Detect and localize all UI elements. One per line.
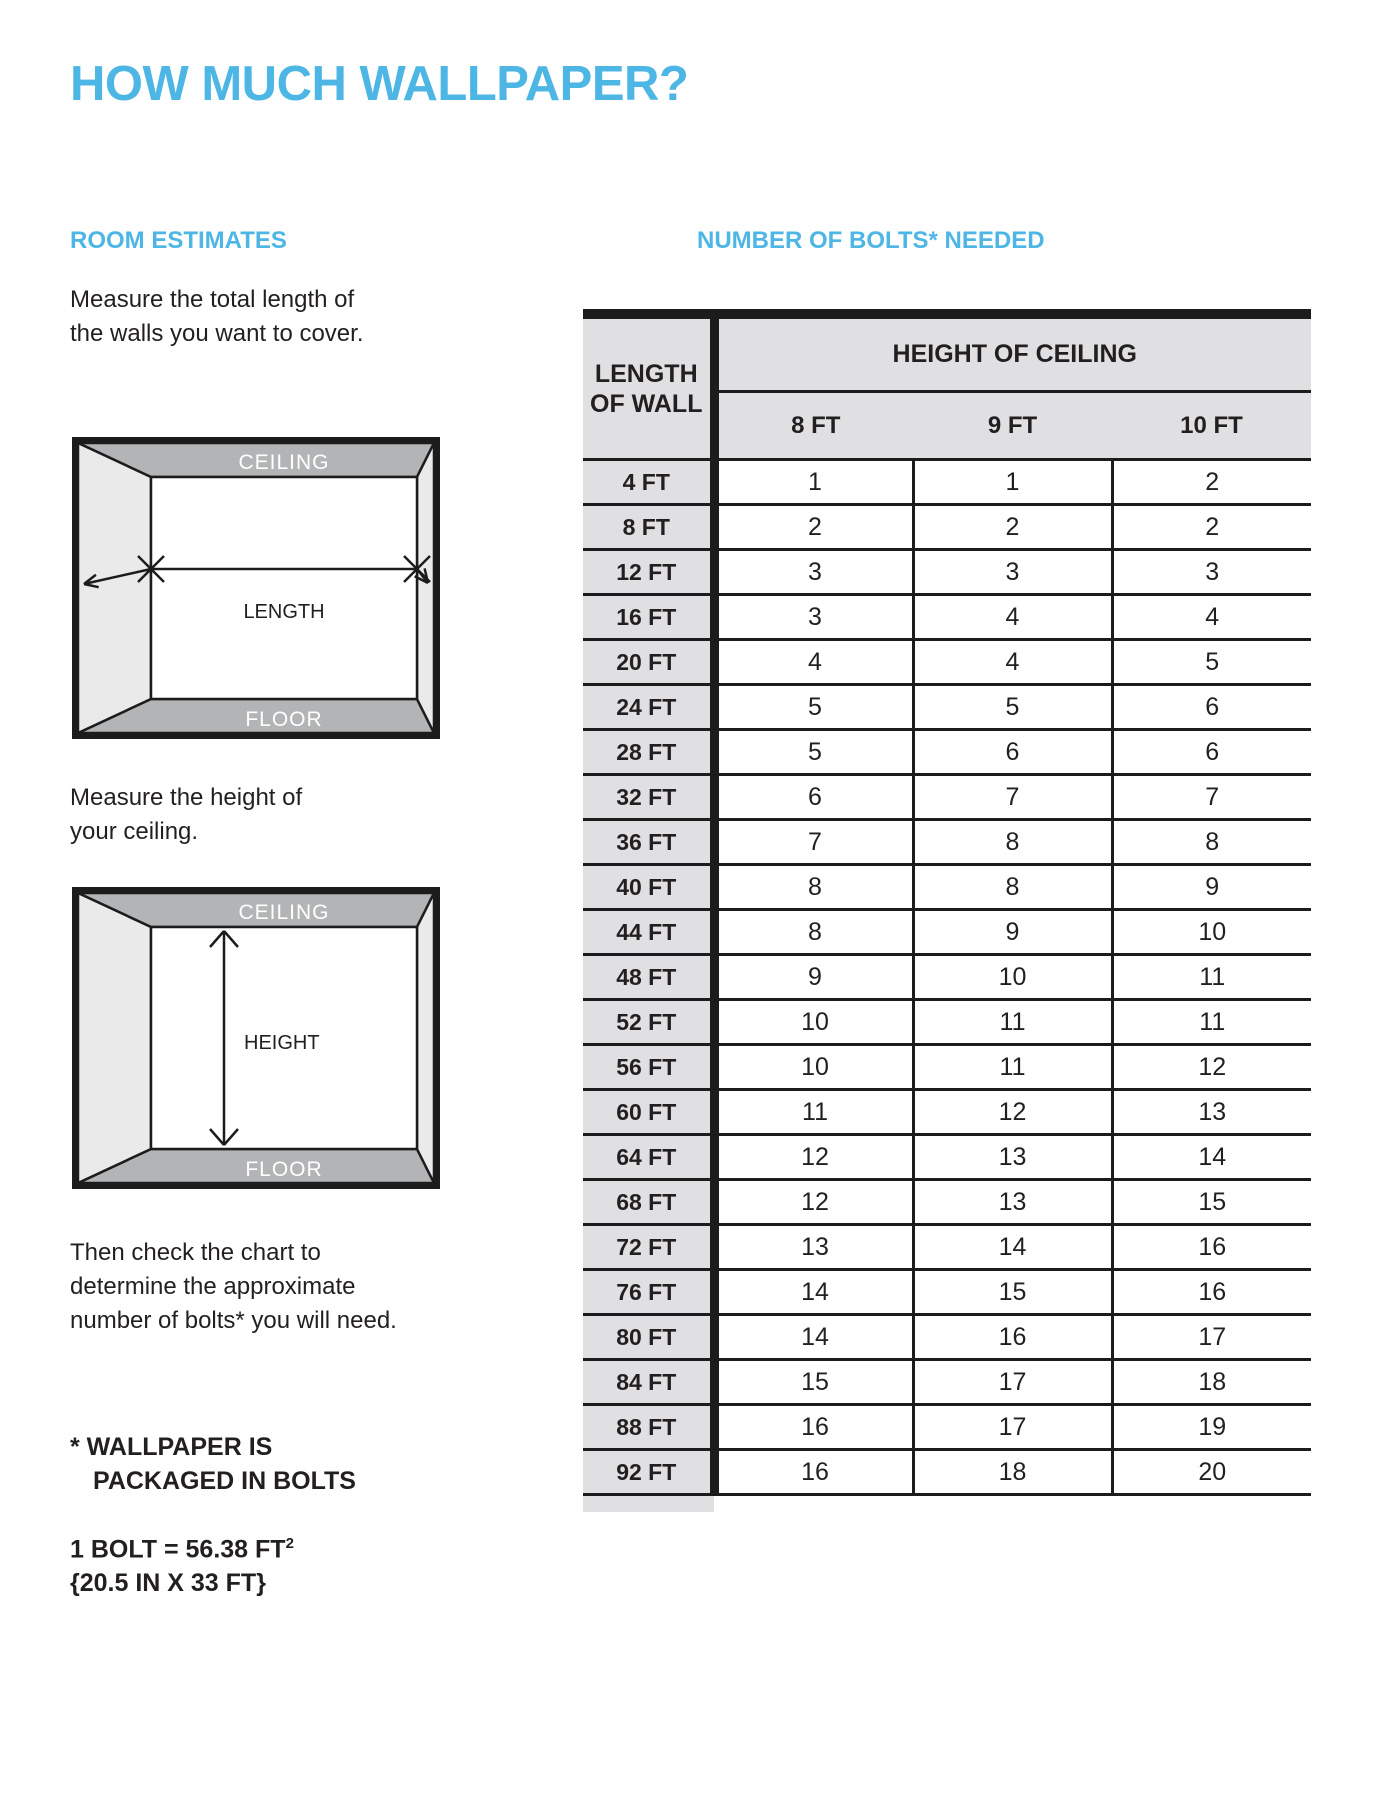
length-of-wall-header-line2: OF WALL [590,389,703,418]
instruction-chart-line3: number of bolts* you will need. [70,1307,397,1334]
bolts-value-cell: 17 [1112,1315,1311,1360]
bolts-value-cell: 8 [714,910,913,955]
instruction-length-line1: Measure the total length of [70,286,355,313]
table-row [583,865,1311,910]
bolts-value-cell: 11 [714,1090,913,1135]
bolts-value-cell: 12 [714,1180,913,1225]
right-wall-panel [417,443,434,733]
bolt-equation [70,1527,294,1600]
bolts-value-cell: 12 [913,1090,1112,1135]
bolts-value-cell: 10 [714,1000,913,1045]
bolts-value-cell: 8 [913,865,1112,910]
instruction-length [70,283,363,351]
table-row [583,685,1311,730]
bolts-footnote-line1: * WALLPAPER IS [70,1433,273,1461]
wall-length-cell: 52 FT [583,1000,714,1045]
table-row [583,910,1311,955]
table-row [583,1180,1311,1225]
table-row [583,1135,1311,1180]
col-header-9ft: 9 FT [913,392,1112,460]
table-header-row-group [583,319,1311,392]
bolts-value-cell: 12 [1112,1045,1311,1090]
bolts-value-cell: 2 [913,505,1112,550]
bolts-table-body [583,460,1311,1495]
wall-length-cell: 56 FT [583,1045,714,1090]
instruction-length-line2: the walls you want to cover. [70,320,364,347]
room-height-diagram [72,887,440,1189]
bolts-value-cell: 15 [913,1270,1112,1315]
bolt-equation-main: 1 BOLT = 56.38 FT [70,1535,286,1564]
bolts-value-cell: 13 [913,1180,1112,1225]
table-bottom-gray-strip [583,1496,714,1512]
bolts-value-cell: 15 [714,1360,913,1405]
col-header-10ft: 10 FT [1112,392,1311,460]
length-of-wall-header [583,319,714,460]
bolts-value-cell: 11 [913,1045,1112,1090]
bolts-value-cell: 6 [714,775,913,820]
bolts-value-cell: 13 [714,1225,913,1270]
bolts-value-cell: 2 [1112,460,1311,505]
bolts-value-cell: 5 [913,685,1112,730]
bolts-value-cell: 7 [1112,775,1311,820]
bolts-value-cell: 1 [913,460,1112,505]
bolts-value-cell: 16 [714,1450,913,1495]
bolts-value-cell: 5 [714,730,913,775]
bolts-value-cell: 1 [714,460,913,505]
bolts-value-cell: 13 [913,1135,1112,1180]
bolts-value-cell: 16 [714,1405,913,1450]
table-row [583,730,1311,775]
bolts-value-cell: 14 [1112,1135,1311,1180]
bolts-value-cell: 16 [1112,1270,1311,1315]
table-row [583,640,1311,685]
wall-length-cell: 36 FT [583,820,714,865]
bolts-value-cell: 7 [714,820,913,865]
bolts-value-cell: 12 [714,1135,913,1180]
bolts-value-cell: 15 [1112,1180,1311,1225]
back-wall-panel [151,477,417,699]
table-row [583,820,1311,865]
length-dimension-label: LENGTH [243,601,325,623]
table-row [583,1315,1311,1360]
room-estimates-heading: ROOM ESTIMATES [70,227,287,254]
bolt-equation-line2: {20.5 IN X 33 FT} [70,1569,266,1598]
bolt-equation-line1 [70,1527,294,1566]
wall-length-cell: 40 FT [583,865,714,910]
table-row [583,505,1311,550]
bolts-value-cell: 16 [913,1315,1112,1360]
bolts-table [583,319,1311,1496]
bolts-value-cell: 3 [714,550,913,595]
bolts-value-cell: 9 [714,955,913,1000]
wall-length-cell: 72 FT [583,1225,714,1270]
bolts-value-cell: 3 [913,550,1112,595]
table-row [583,1225,1311,1270]
bolts-value-cell: 16 [1112,1225,1311,1270]
bolts-needed-heading: NUMBER OF BOLTS* NEEDED [697,227,1045,254]
ceiling-label: CEILING [238,901,330,924]
left-wall-panel [78,893,151,1183]
bolts-value-cell: 18 [1112,1360,1311,1405]
bolts-value-cell: 7 [913,775,1112,820]
bolts-value-cell: 2 [1112,505,1311,550]
bolts-value-cell: 4 [1112,595,1311,640]
wall-length-cell: 4 FT [583,460,714,505]
bolts-value-cell: 5 [714,685,913,730]
instruction-height-line2: your ceiling. [70,818,199,845]
bolts-value-cell: 3 [1112,550,1311,595]
bolts-value-cell: 11 [913,1000,1112,1045]
wall-length-cell: 24 FT [583,685,714,730]
bolts-value-cell: 11 [1112,1000,1311,1045]
length-of-wall-header-line1: LENGTH [594,359,698,388]
height-dimension-label: HEIGHT [244,1032,320,1054]
bolts-value-cell: 17 [913,1360,1112,1405]
wall-length-cell: 68 FT [583,1180,714,1225]
bolts-value-cell: 18 [913,1450,1112,1495]
table-row [583,775,1311,820]
table-row [583,1450,1311,1495]
wall-length-cell: 16 FT [583,595,714,640]
table-row [583,550,1311,595]
bolts-value-cell: 8 [1112,820,1311,865]
height-of-ceiling-header: HEIGHT OF CEILING [714,319,1311,392]
wall-length-cell: 20 FT [583,640,714,685]
room-length-diagram [72,437,440,739]
bolts-value-cell: 4 [714,640,913,685]
bolts-value-cell: 5 [1112,640,1311,685]
wall-length-cell: 12 FT [583,550,714,595]
wall-length-cell: 8 FT [583,505,714,550]
bolts-value-cell: 4 [913,640,1112,685]
instruction-height [70,781,302,849]
bolts-value-cell: 10 [714,1045,913,1090]
bolts-value-cell: 3 [714,595,913,640]
floor-label: FLOOR [245,1158,323,1181]
bolts-footnote [70,1430,356,1498]
table-row [583,1270,1311,1315]
table-row [583,1090,1311,1135]
bolts-value-cell: 10 [913,955,1112,1000]
bolts-value-cell: 2 [714,505,913,550]
bolts-footnote-line2: PACKAGED IN BOLTS [93,1467,356,1495]
bolts-value-cell: 4 [913,595,1112,640]
bolts-value-cell: 20 [1112,1450,1311,1495]
wall-length-cell: 60 FT [583,1090,714,1135]
bolts-value-cell: 11 [1112,955,1311,1000]
bolts-value-cell: 6 [1112,730,1311,775]
table-row [583,1360,1311,1405]
bolts-value-cell: 14 [714,1315,913,1360]
col-header-8ft: 8 FT [714,392,913,460]
table-row [583,1000,1311,1045]
wall-length-cell: 76 FT [583,1270,714,1315]
bolts-table-container [583,309,1311,1496]
bolt-equation-sup: 2 [285,1535,294,1552]
right-wall-panel [417,893,434,1183]
instruction-chart-line2: determine the approximate [70,1273,356,1300]
table-top-bar [583,309,1311,319]
instruction-chart-line1: Then check the chart to [70,1239,321,1266]
bolts-value-cell: 6 [1112,685,1311,730]
wall-length-cell: 80 FT [583,1315,714,1360]
bolts-value-cell: 14 [913,1225,1112,1270]
wall-length-cell: 88 FT [583,1405,714,1450]
bolts-value-cell: 8 [913,820,1112,865]
wall-length-cell: 92 FT [583,1450,714,1495]
table-row [583,460,1311,505]
wall-length-cell: 84 FT [583,1360,714,1405]
ceiling-label: CEILING [238,451,330,474]
bolts-value-cell: 9 [1112,865,1311,910]
table-row [583,595,1311,640]
left-wall-panel [78,443,151,733]
bolts-value-cell: 13 [1112,1090,1311,1135]
table-row [583,955,1311,1000]
bolts-value-cell: 6 [913,730,1112,775]
bolts-value-cell: 9 [913,910,1112,955]
floor-label: FLOOR [245,708,323,731]
bolts-value-cell: 19 [1112,1405,1311,1450]
instruction-height-line1: Measure the height of [70,784,303,811]
wall-length-cell: 44 FT [583,910,714,955]
wall-length-cell: 32 FT [583,775,714,820]
wall-length-cell: 48 FT [583,955,714,1000]
page-title: HOW MUCH WALLPAPER? [70,57,689,111]
table-row [583,1405,1311,1450]
bolts-value-cell: 14 [714,1270,913,1315]
instruction-chart [70,1236,397,1338]
bolts-value-cell: 10 [1112,910,1311,955]
bolts-value-cell: 8 [714,865,913,910]
wall-length-cell: 28 FT [583,730,714,775]
wall-length-cell: 64 FT [583,1135,714,1180]
table-row [583,1045,1311,1090]
bolts-value-cell: 17 [913,1405,1112,1450]
